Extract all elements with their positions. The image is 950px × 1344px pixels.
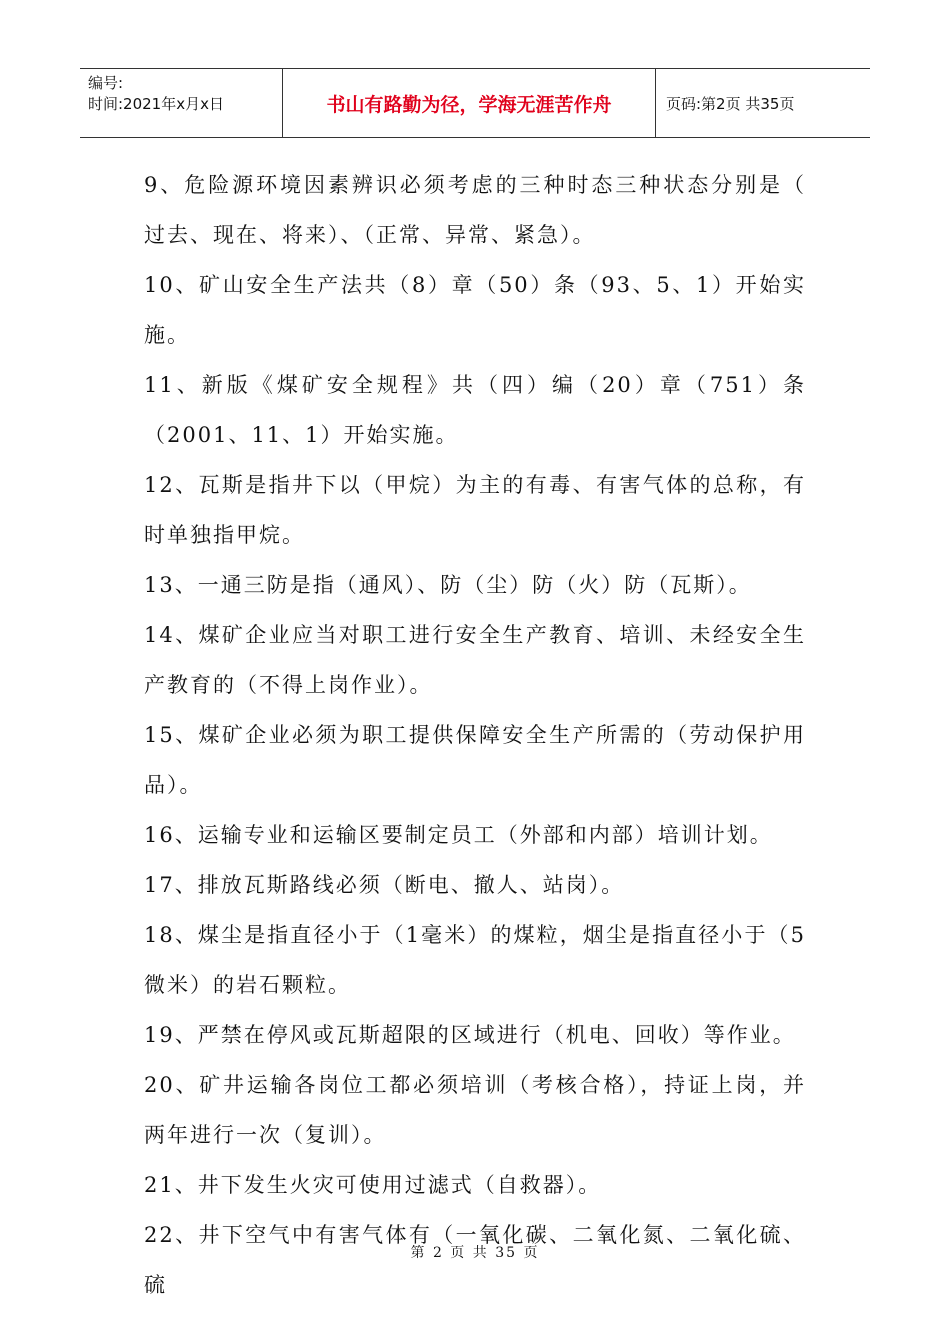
header-motto: 书山有路勤为径，学海无涯苦作舟 [283,69,656,137]
header-meta [80,69,283,137]
document-date: 时间:2021年x月x日 [88,95,224,113]
page-footer: 第 2 页 共 35 页 [410,1245,540,1261]
paragraph-13: 13、一通三防是指（通风）、防（尘）防（火）防（瓦斯）。 [144,573,752,597]
paragraph-17: 17、排放瓦斯路线必须（断电、撤人、站岗）。 [144,873,625,897]
paragraph-19: 19、严禁在停风或瓦斯超限的区域进行（机电、回收）等作业。 [144,1023,796,1047]
paragraph-16: 16、运输专业和运输区要制定员工（外部和内部）培训计划。 [144,823,773,847]
paragraph-9: 9、危险源环境因素辨识必须考虑的三种时态三种状态分别是（ 过去、现在、将来）、（正常、异常、紧急）。 [144,173,806,247]
paragraph-18: 18、煤尘是指直径小于（1毫米）的煤粒，烟尘是指直径小于（5微米）的岩石颗粒。 [144,923,806,997]
paragraph-14: 14、煤矿企业应当对职工进行安全生产教育、培训、未经安全生产教育的（不得上岗作业）。 [144,623,806,697]
paragraph-11: 11、新版《煤矿安全规程》共（四）编（20）章（751）条（2001、11、1）开始实施。 [144,373,806,447]
document-body [144,160,806,1310]
paragraph-20: 20、矿井运输各岗位工都必须培训（考核合格），持证上岗，并两年进行一次（复训）。 [144,1073,806,1147]
paragraph-12: 12、瓦斯是指井下以（甲烷）为主的有毒、有害气体的总称，有时单独指甲烷。 [144,473,806,547]
paragraph-22: 22、井下空气中有害气体有（一氧化碳、二氧化氮、二氧化硫、硫 [144,1223,806,1297]
header-page-info: 页码:第2页 共35页 [666,94,795,113]
document-number-label: 编号: [88,74,124,92]
paragraph-21: 21、井下发生火灾可使用过滤式（自救器）。 [144,1173,602,1197]
paragraph-10: 10、矿山安全生产法共（8）章（50）条（93、5、1）开始实施。 [144,273,806,347]
paragraph-15: 15、煤矿企业必须为职工提供保障安全生产所需的（劳动保护用品）。 [144,723,806,797]
page-header [80,68,870,138]
